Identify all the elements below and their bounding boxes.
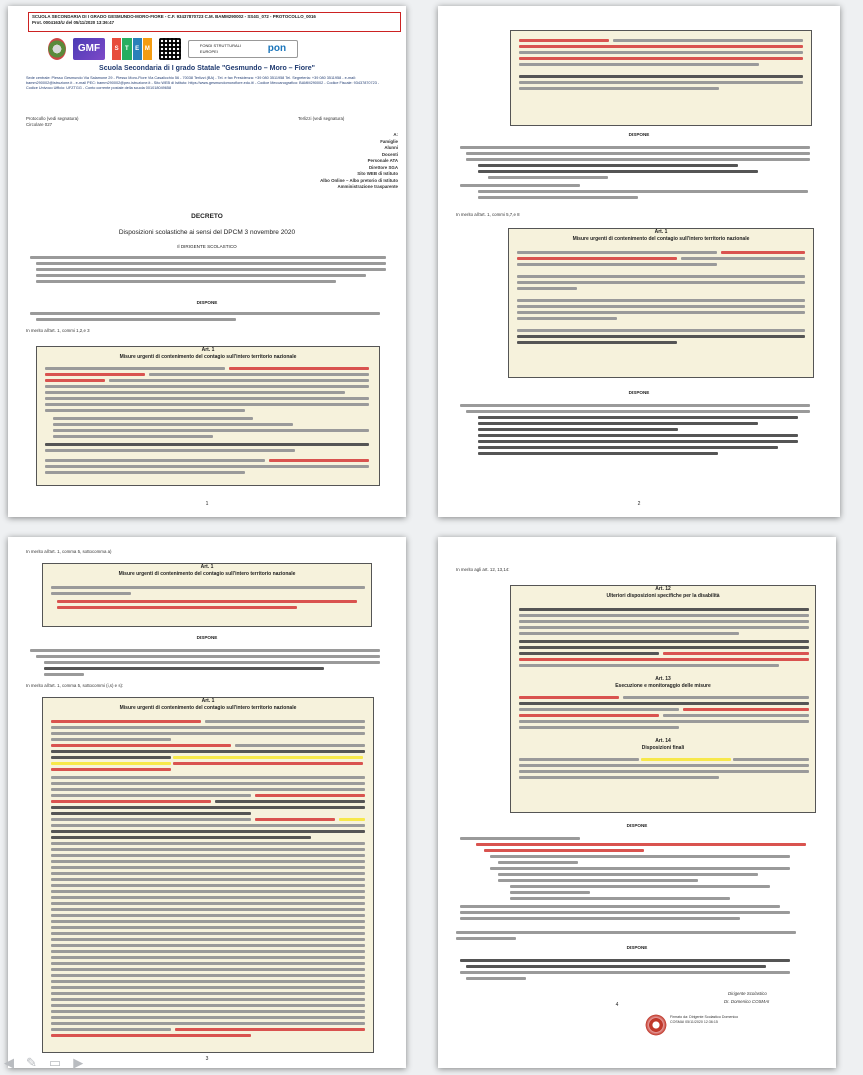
recipient: A: [393,132,398,137]
art13-subtitle: Esecuzione e monitoraggio delle misure [615,683,711,689]
document-page-3 [8,537,406,1068]
signature-stamp-text: Firmato da: Dirigente Scolastico Domenico COSMAI 05/11/2020 12:36:15 [670,1015,739,1024]
qr-code-icon [159,38,181,60]
stem-letter: T [122,38,131,60]
decree-signer: Il DIRIGENTE SCOLASTICO [177,244,237,249]
page-number: 4 [615,1001,619,1008]
school-name: Scuola Secondaria di I grado Statale "Gesmundo – Moro – Fiore" [99,65,315,72]
in-merito-text-2: In merito all'art. 1, comma 5, sottocommi (i,s) e s): [26,683,124,688]
article-subtitle: Misure urgenti di contenimento del contagio sull'intero territorio nazionale [119,705,297,711]
recipients-list [298,132,398,191]
next-page-icon[interactable]: ▶ [73,1055,84,1070]
previous-page-icon[interactable]: ◀ [4,1055,14,1070]
stem-letter: S [112,38,121,60]
in-merito-text: In merito agli art. 12, 13,14: [456,567,510,572]
article-title: Art. 1 [201,698,215,704]
art12-subtitle: Ulteriori disposizioni specifiche per la disabilità [606,593,720,599]
stem-logo [112,38,152,60]
dispone-heading-2: DISPONE [626,945,648,950]
protocol-line: Protocollo (vedi segnatura) [26,116,79,121]
protocol-header-text: SCUOLA SECONDARIA DI I GRADO GESMUNDO-MORO-FIORE - C.F. 93437870723 C.M. BAMM290002 - SS4G_072 - PROTOCOLLO_0016 [32,14,316,19]
stem-letter: E [133,38,142,60]
article-subtitle: Misure urgenti di contenimento del contagio sull'intero territorio nazionale [119,354,297,360]
in-merito-text: In merito all'art. 1, commi 1,2,e 3 [26,328,90,333]
gmf-logo: GMF [73,38,105,60]
article-box [510,30,812,126]
recipient: Personale ATA [367,158,398,163]
document-page-1 [8,6,406,517]
article-box [42,563,372,627]
article-box [508,228,814,378]
article-title: Art. 1 [654,229,668,235]
articles-box [510,585,816,813]
dispone-heading: DISPONE [196,635,218,640]
eraser-icon[interactable]: ▭ [48,1055,62,1070]
logo-strip [48,36,388,62]
recipient: Famiglie [380,138,398,144]
decree-title: DECRETO [191,213,223,220]
document-page-4 [438,537,836,1068]
stem-letter: M [143,38,152,60]
city-date: Terlizzi (vedi segnatura) [298,116,345,121]
digital-signature-seal-icon [644,1013,668,1037]
document-page-2 [438,6,840,517]
dispone-heading-2: DISPONE [628,390,650,395]
dispone-heading: DISPONE [196,300,218,305]
article-title: Art. 1 [201,347,215,353]
recipient: Docenti [381,151,398,157]
viewer-nav-toolbar [4,1055,83,1071]
recipient: Sito WEB di Istituto [357,171,398,176]
recipient: Direttore SGA [368,164,398,170]
eu-funds-label: FONDI STRUTTURALI EUROPEI [199,42,242,54]
article-box [36,346,380,486]
dispone-heading: DISPONE [628,132,650,137]
in-merito-text: In merito all'art. 1, comma 5, sottocomma a) [26,549,112,554]
pon-label: pon [267,42,287,54]
article-box [42,697,374,1053]
art14-subtitle: Disposizioni finali [641,745,685,751]
circular-number: Circolare 027 [26,122,53,127]
recipient: Albo Online – Albo pretorio di Istituto [320,177,398,183]
recipient: Amministrazione trasparente [337,184,398,189]
article-subtitle: Misure urgenti di contenimento del contagio sull'intero territorio nazionale [118,571,296,577]
art14-title: Art. 14 [655,738,671,744]
article-title: Art. 1 [200,564,214,570]
art13-title: Art. 13 [655,676,671,682]
article-subtitle: Misure urgenti di contenimento del contagio sull'intero territorio nazionale [572,236,750,242]
recipient: Alunni [384,145,398,150]
decree-subtitle: Disposizioni scolastiche ai sensi del DPCM 3 novembre 2020 [118,229,296,236]
protocol-header [28,12,401,32]
in-merito-text: In merito all'art. 1, commi 5,7,e 8 [456,212,520,217]
page-number: 1 [205,500,209,507]
dispone-heading: DISPONE [626,823,648,828]
eu-funds-logo [188,40,298,58]
pen-tool-icon[interactable]: ✎ [26,1055,37,1070]
school-info: Sede centrale: Plesso Gesmundo Via Salamone 29 - Plesso Moro-Fiore Via Casalicchio 56 - 70038 Terlizzi (BA) - Tel. e fax Presidenza: +39 080 3511958 Tel. Segreteria: +39 080 3511958 - e-mail: bamm290002@istruzione.it - e-mail PEC: bamm290002@pec.istruzione.it - Sito WEB di Istituto: https://www.gesmundomorofiore.edu.it/ - Codice Meccanografico: BAMM290002 - Codice Fiscale: 93437870723 - Codice Univoco Ufficio: UFZTGG - Conto corrente postale della scuola 001018049658 [26,76,380,90]
page-number: 3 [205,1055,209,1062]
signer-role: Dirigente Scolastico [728,991,767,996]
italian-republic-emblem-icon [48,38,66,60]
protocol-number: Prot. 0004163/U del 05/11/2020 13:36:47 [32,20,115,25]
signer-name: Dr. Domenico COSMAI [724,999,770,1004]
page-number: 2 [637,500,641,507]
art12-title: Art. 12 [655,586,671,592]
